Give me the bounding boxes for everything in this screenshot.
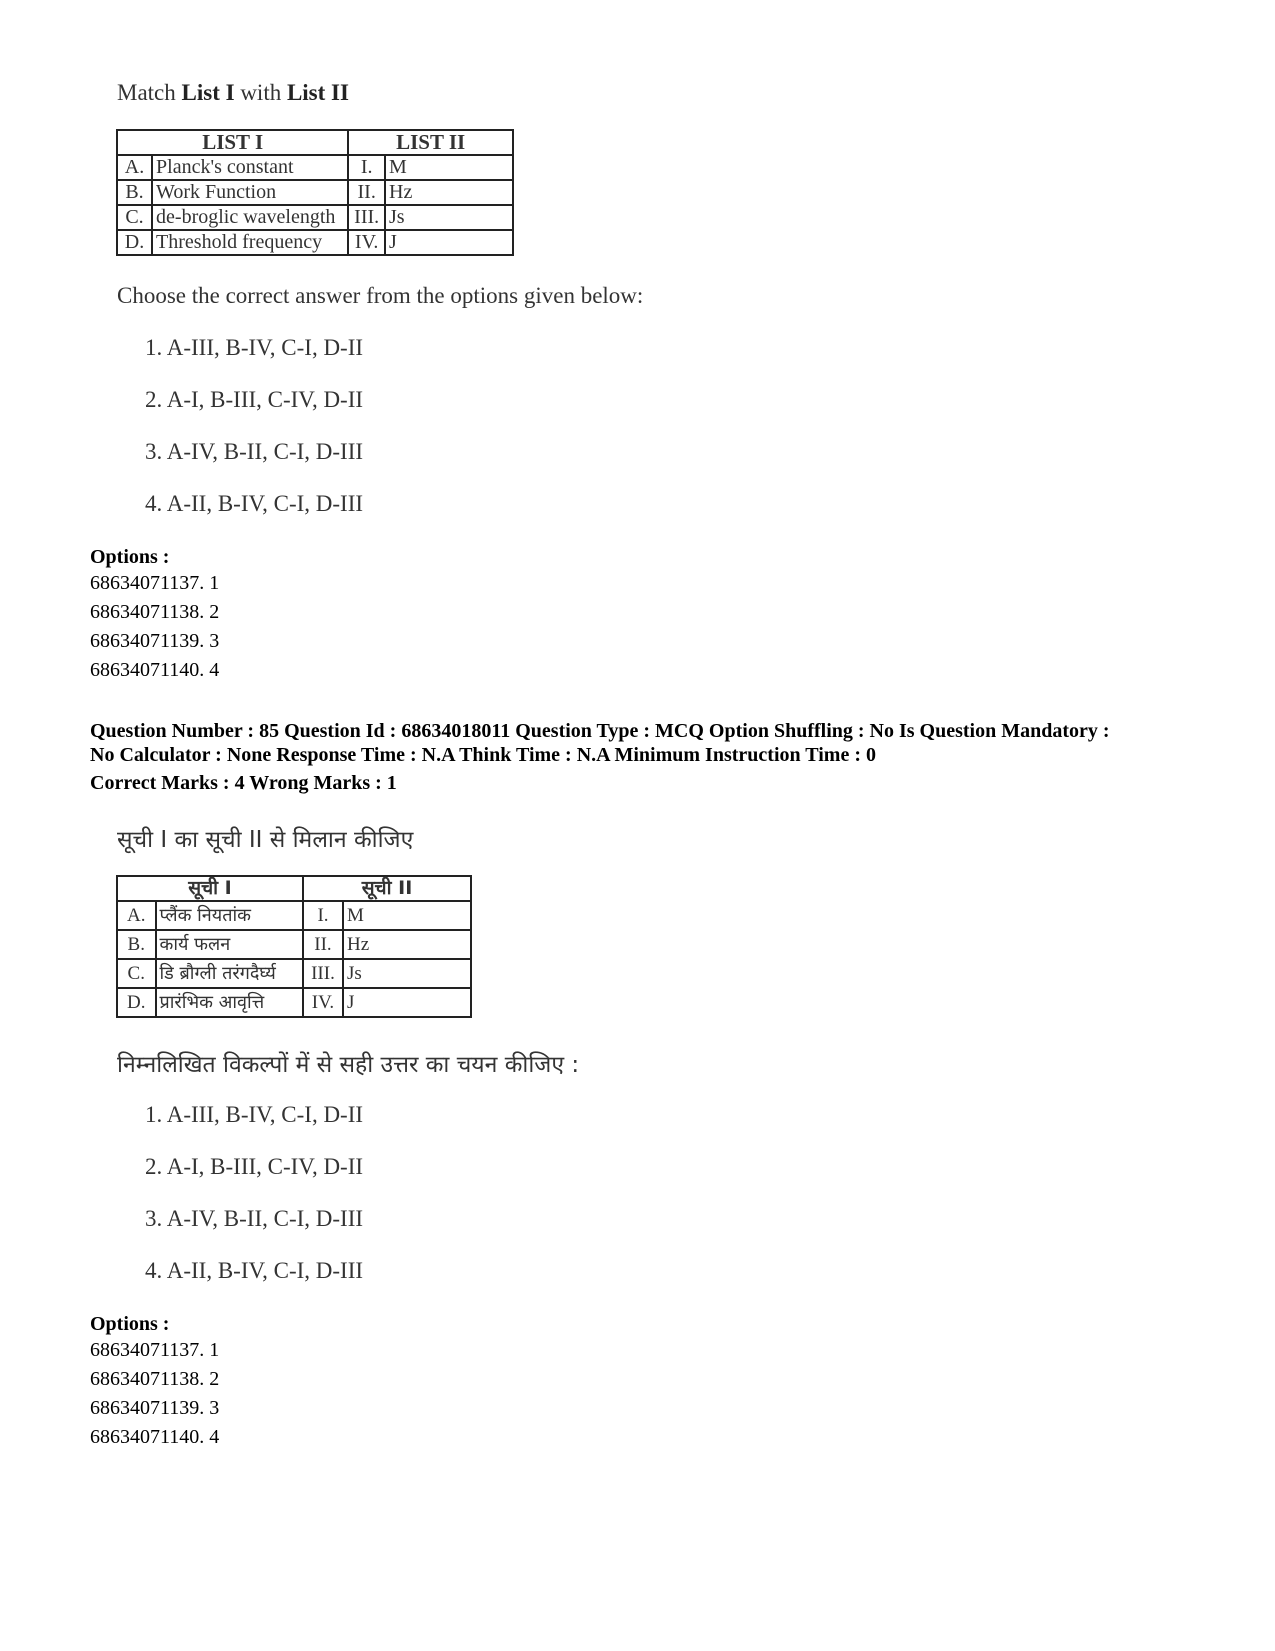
row-unit: J (385, 230, 513, 255)
table-row (117, 988, 471, 1017)
row-code: B. (117, 930, 156, 959)
q2-match-table (116, 875, 472, 1018)
q2-answer-2: 2. A-I, B-III, C-IV, D-II (145, 1154, 364, 1179)
row-item: डि ब्रौग्ली तरंगदैर्घ्य (156, 959, 303, 988)
option-item: 68634071138. 2 (90, 601, 220, 623)
q1-answer-1: 1. A-III, B-IV, C-I, D-II (145, 335, 364, 360)
row-item: Threshold frequency (152, 230, 348, 255)
option-item: 68634071138. 2 (90, 1368, 220, 1390)
row-roman: IV. (303, 988, 343, 1017)
q2-answer-4: 4. A-II, B-IV, C-I, D-III (145, 1258, 364, 1283)
list2-header: LIST II (348, 130, 513, 155)
list2-header: सूची II (303, 876, 471, 901)
row-item: प्रारंभिक आवृत्ति (156, 988, 303, 1017)
option-item: 68634071140. 4 (90, 1426, 220, 1448)
row-roman: II. (303, 930, 343, 959)
table-row (117, 205, 513, 230)
table-header-row (117, 876, 471, 901)
q1-choose-text: Choose the correct answer from the options given below: (117, 283, 644, 308)
row-code: A. (117, 901, 156, 930)
list1-header: LIST I (117, 130, 348, 155)
option-item: 68634071137. 1 (90, 1339, 220, 1361)
option-item: 68634071139. 3 (90, 630, 220, 652)
row-roman: III. (348, 205, 385, 230)
row-item: प्लैंक नियतांक (156, 901, 303, 930)
row-unit: Hz (343, 930, 471, 959)
q1-intro-list1: List I (181, 80, 235, 105)
q1-answer-2: 2. A-I, B-III, C-IV, D-II (145, 387, 364, 412)
q1-intro-list2: List II (286, 80, 349, 105)
row-code: D. (117, 230, 152, 255)
q2-answer-3: 3. A-IV, B-II, C-I, D-III (145, 1206, 364, 1231)
row-roman: III. (303, 959, 343, 988)
table-row (117, 959, 471, 988)
list1-header: सूची I (117, 876, 303, 901)
row-code: B. (117, 180, 152, 205)
option-item: 68634071140. 4 (90, 659, 220, 681)
meta-line-3: Correct Marks : 4 Wrong Marks : 1 (90, 772, 397, 794)
table-row (117, 180, 513, 205)
row-code: A. (117, 155, 152, 180)
row-item: de-broglic wavelength (152, 205, 348, 230)
q2-choose-text: निम्नलिखित विकल्पों में से सही उत्तर का चयन कीजिए : (117, 1052, 580, 1078)
row-code: C. (117, 959, 156, 988)
table-row (117, 230, 513, 255)
q1-options-list (90, 569, 219, 685)
q2-options-label: Options : (90, 1313, 170, 1335)
option-item: 68634071139. 3 (90, 1397, 220, 1419)
row-unit: Js (343, 959, 471, 988)
row-roman: IV. (348, 230, 385, 255)
row-roman: I. (348, 155, 385, 180)
q2-options-list (90, 1336, 219, 1452)
row-unit: M (343, 901, 471, 930)
meta-line-2: No Calculator : None Response Time : N.A Think Time : N.A Minimum Instruction Time : 0 (90, 744, 876, 766)
q1-options-label: Options : (90, 546, 170, 568)
table-row (117, 930, 471, 959)
q1-intro-mid: with (234, 80, 287, 105)
q1-intro (117, 80, 349, 106)
q1-match-table (116, 129, 514, 256)
row-item: Work Function (152, 180, 348, 205)
meta-line-1: Question Number : 85 Question Id : 68634018011 Question Type : MCQ Option Shuffling : No Is Question Mandatory : (90, 720, 1110, 742)
q2-answer-1: 1. A-III, B-IV, C-I, D-II (145, 1102, 364, 1127)
row-code: D. (117, 988, 156, 1017)
q2-intro: सूची I का सूची II से मिलान कीजिए (117, 827, 414, 853)
row-unit: Js (385, 205, 513, 230)
question-meta (90, 719, 1210, 795)
row-unit: M (385, 155, 513, 180)
row-item: कार्य फलन (156, 930, 303, 959)
row-roman: I. (303, 901, 343, 930)
row-unit: J (343, 988, 471, 1017)
row-roman: II. (348, 180, 385, 205)
q1-answer-3: 3. A-IV, B-II, C-I, D-III (145, 439, 364, 464)
option-item: 68634071137. 1 (90, 572, 220, 594)
row-unit: Hz (385, 180, 513, 205)
row-item: Planck's constant (152, 155, 348, 180)
table-row (117, 155, 513, 180)
q1-intro-prefix: Match (117, 80, 182, 105)
table-header-row (117, 130, 513, 155)
table-row (117, 901, 471, 930)
row-code: C. (117, 205, 152, 230)
q1-answer-4: 4. A-II, B-IV, C-I, D-III (145, 491, 364, 516)
